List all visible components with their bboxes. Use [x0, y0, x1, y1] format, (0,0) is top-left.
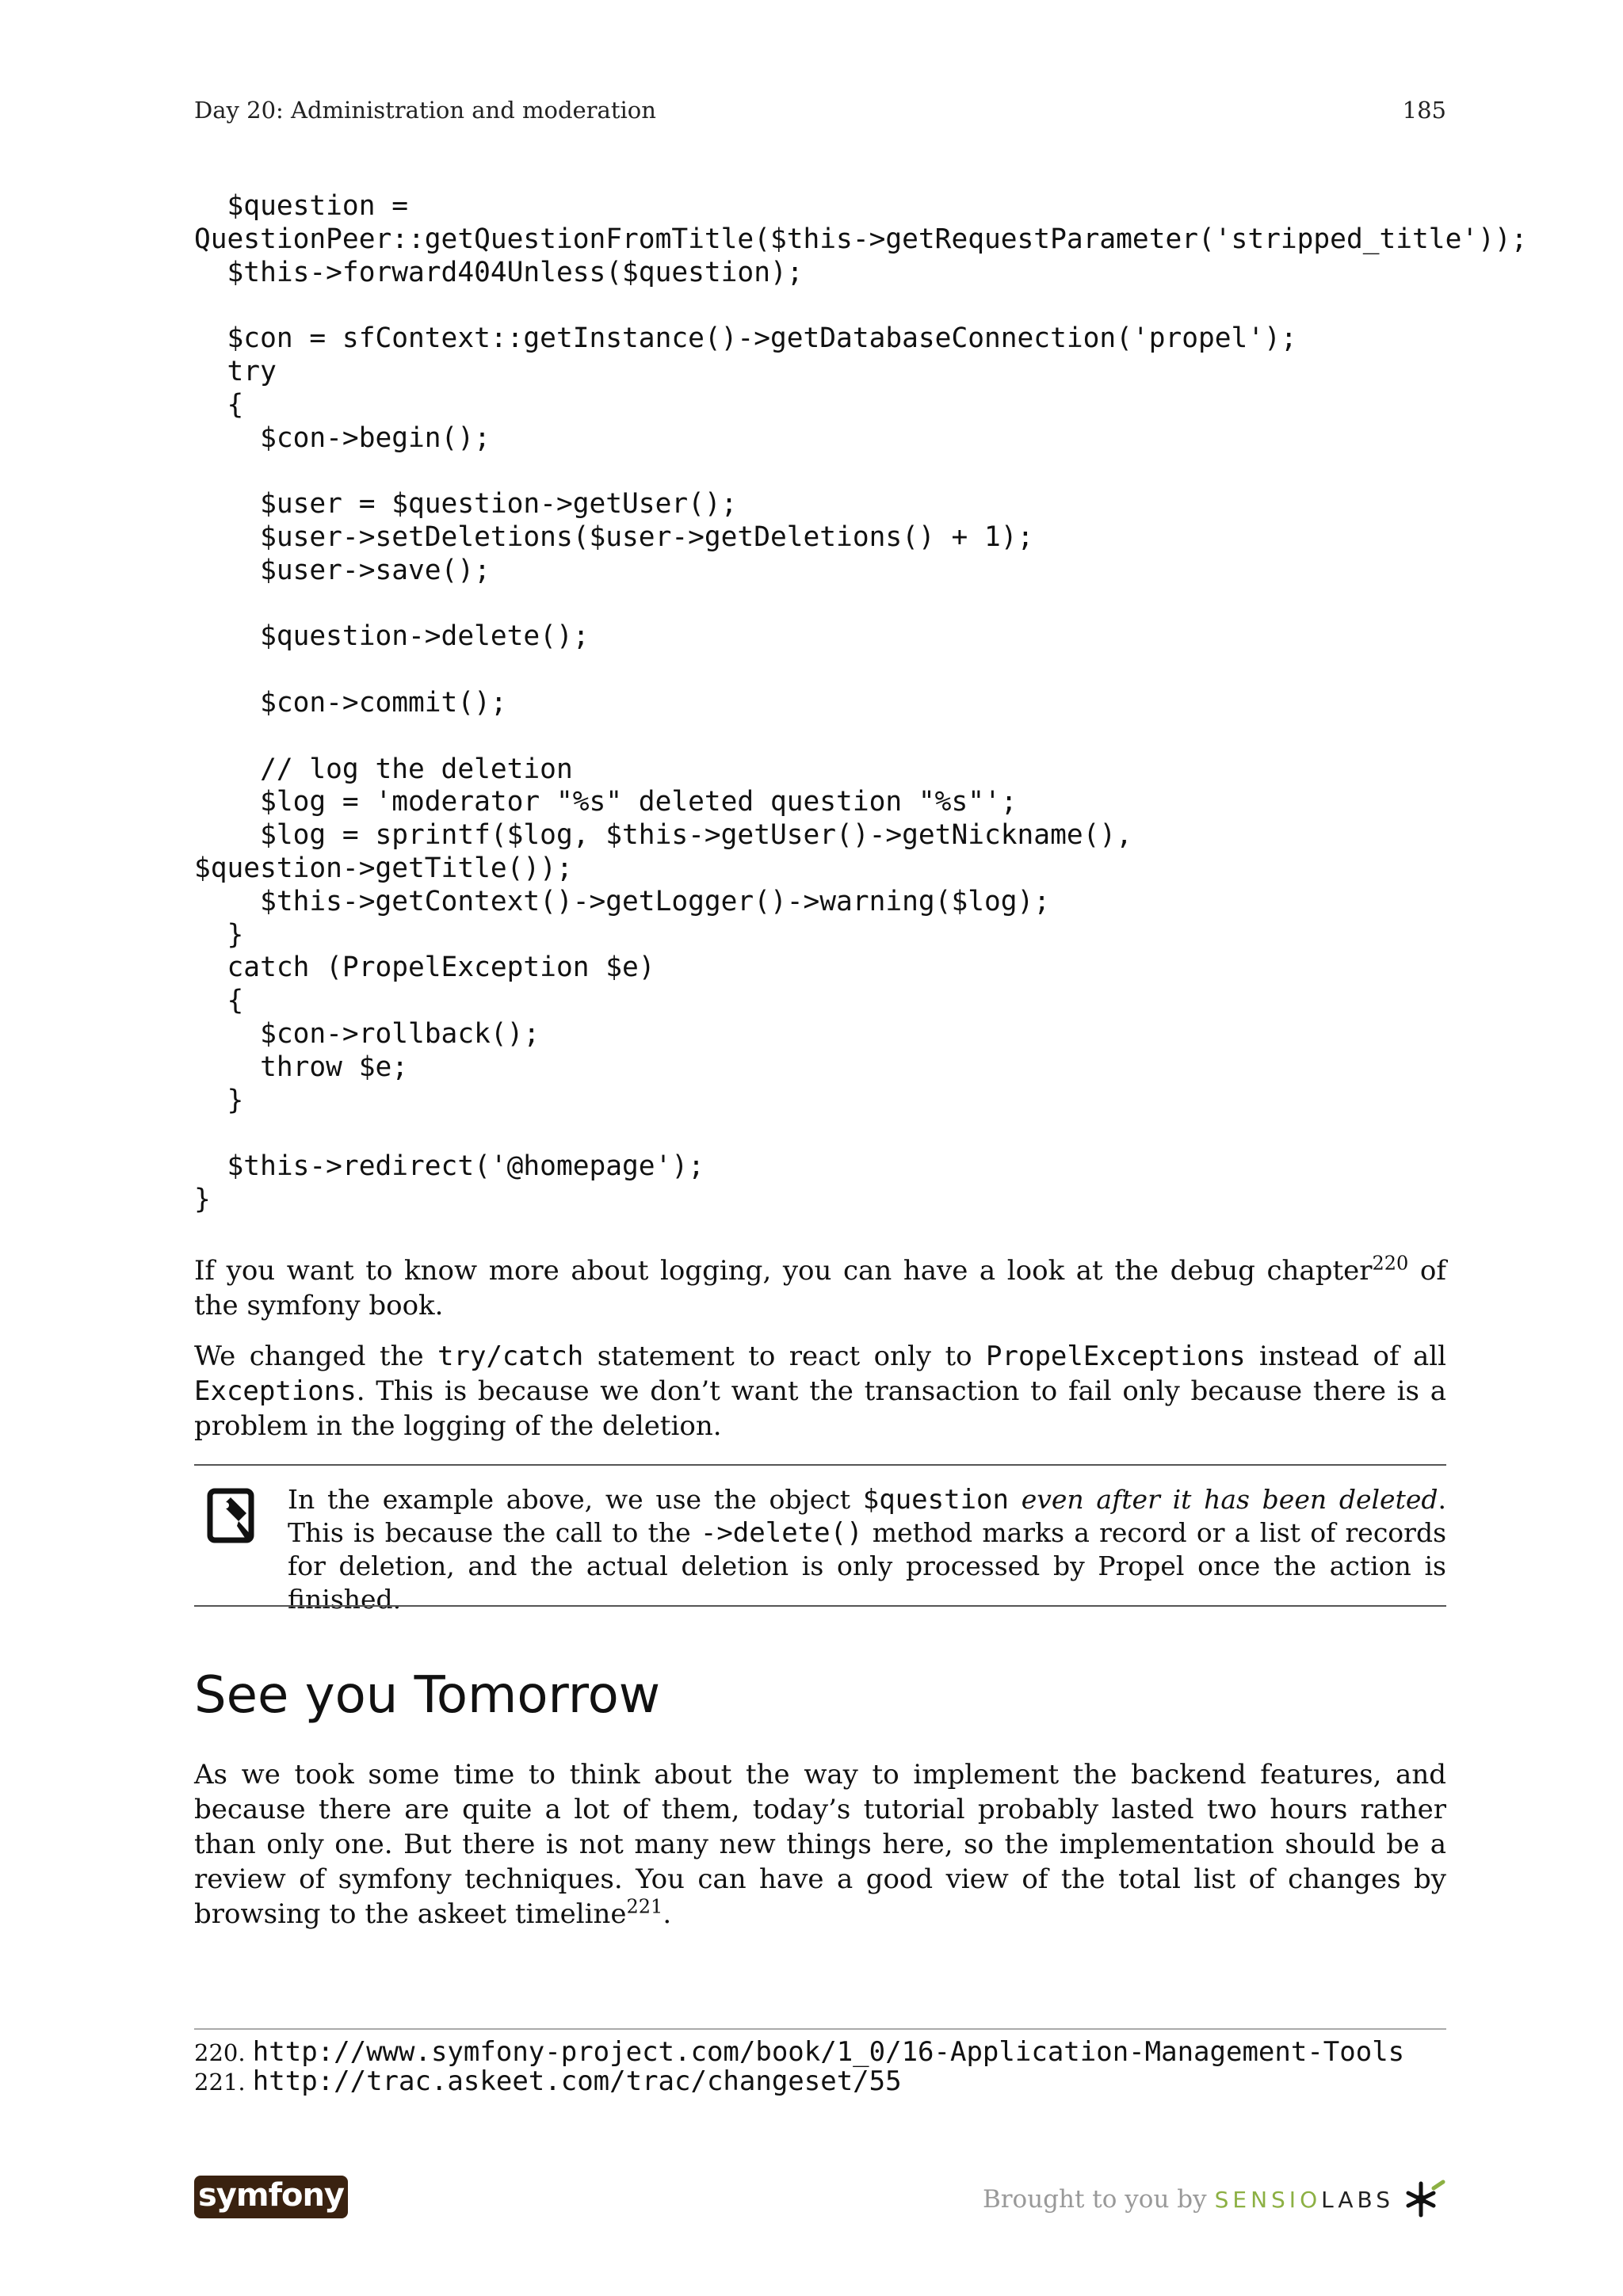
footnote-number: 221. — [194, 2069, 246, 2096]
page-footer — [194, 2172, 1446, 2220]
code-line: throw $e; — [194, 1051, 409, 1083]
sponsor-credit — [983, 2177, 1446, 2222]
note-bottom-rule — [194, 1605, 1446, 1607]
note-text-part — [1009, 1484, 1022, 1515]
sensiolabs-star-icon — [1402, 2177, 1446, 2222]
code-line: try — [194, 355, 277, 387]
code-line: $log = sprintf($log, $this->getUser()->getNickname(), — [194, 819, 1132, 852]
section-heading: See you Tomorrow — [194, 1666, 661, 1725]
code-line: } — [194, 918, 244, 951]
code-line: } — [194, 1084, 244, 1116]
paragraph-trycatch — [194, 1339, 1446, 1444]
code-line: $question = — [194, 190, 409, 222]
symfony-logo: symfony — [194, 2176, 348, 2218]
paragraph-text: of the symfony book. — [194, 1255, 1446, 1322]
note-top-rule — [194, 1464, 1446, 1466]
code-line: // log the deletion — [194, 753, 573, 785]
sensio-wordmark: SENSIO — [1214, 2186, 1322, 2213]
note-text — [288, 1483, 1446, 1616]
inline-code: $question — [862, 1484, 1009, 1516]
paragraph-logging — [194, 1253, 1446, 1323]
paragraph-text: . This is because we don’t want the transaction to fail only because there is a problem in the logging of the deletion. — [194, 1375, 1446, 1442]
footnote-ref-220[interactable]: 220 — [1372, 1252, 1409, 1275]
code-line: $con->rollback(); — [194, 1017, 540, 1050]
footnote-link[interactable]: http://trac.askeet.com/trac/changeset/55 — [252, 2065, 902, 2097]
code-line: } — [194, 1183, 211, 1215]
paragraph-tomorrow — [194, 1757, 1446, 1932]
footnote-221 — [194, 2067, 1446, 2096]
paragraph-text: As we took some time to think about the way to implement the backend features, and because there are quite a lot of them, today’s tutorial probably lasted two hours rather than only one. But there is not many new things here, so the implementation should be a review of symfony techniques. You can have a good view of the total list of changes by browsing to the askeet timeline — [194, 1759, 1446, 1930]
inline-code: Exceptions — [194, 1375, 357, 1407]
code-line: $this->forward404Unless($question); — [194, 256, 804, 288]
code-line: $question->getTitle()); — [194, 852, 573, 884]
code-line: QuestionPeer::getQuestionFromTitle($this->getRequestParameter('stripped_title')); — [194, 223, 1528, 255]
code-block — [194, 190, 1527, 1217]
code-line: { — [194, 388, 244, 421]
inline-code: PropelExceptions — [986, 1341, 1246, 1372]
paragraph-text: statement to react only to — [583, 1341, 987, 1372]
code-line: $con->commit(); — [194, 686, 507, 719]
emphasis: even after it has been deleted — [1021, 1484, 1438, 1515]
running-header — [194, 97, 1446, 124]
note-text-part: In the example above, we use the object — [288, 1484, 863, 1515]
code-line: $con = sfContext::getInstance()->getDatabaseConnection('propel'); — [194, 322, 1297, 355]
inline-code: try/catch — [437, 1341, 584, 1372]
footnote-link[interactable]: http://www.symfony-project.com/book/1_0/16-Application-Management-Tools — [252, 2036, 1405, 2068]
code-line: $user->save(); — [194, 554, 491, 586]
labs-wordmark: LABS — [1321, 2186, 1394, 2213]
page-number: 185 — [1402, 97, 1446, 124]
code-line: { — [194, 985, 244, 1017]
paragraph-text: instead of all — [1245, 1341, 1446, 1372]
chapter-title: Day 20: Administration and moderation — [194, 97, 656, 124]
code-line: $question->delete(); — [194, 620, 590, 653]
paragraph-text: We changed the — [194, 1341, 438, 1372]
note-text-part: . This is because the call to the — [288, 1484, 1446, 1548]
footnote-rule — [194, 2028, 1446, 2030]
footnote-number: 220. — [194, 2039, 246, 2066]
paragraph-text: . — [663, 1898, 672, 1930]
footnote-220 — [194, 2038, 1446, 2067]
note-text-part: method marks a record or a list of records for deletion, and the actual deletion is only processed by Propel once the action is finished. — [288, 1517, 1447, 1615]
paragraph-text: If you want to know more about logging, you can have a look at the debug chapter — [194, 1255, 1373, 1287]
code-line: catch (PropelException $e) — [194, 952, 655, 984]
brought-by-text: Brought to you by — [982, 2185, 1207, 2214]
code-line: $user->setDeletions($user->getDeletions() + 1); — [194, 521, 1034, 553]
document-page — [194, 0, 1528, 2296]
footnote-ref-221[interactable]: 221 — [626, 1895, 663, 1918]
note-pencil-icon — [207, 1488, 258, 1545]
inline-code: ->delete() — [700, 1517, 863, 1549]
footnotes — [194, 2038, 1446, 2096]
code-line: $user = $question->getUser(); — [194, 488, 738, 521]
code-line: $this->getContext()->getLogger()->warning($log); — [194, 885, 1051, 917]
code-line: $con->begin(); — [194, 421, 491, 454]
code-line: $log = 'moderator "%s" deleted question "%s"'; — [194, 786, 1018, 818]
code-line: $this->redirect('@homepage'); — [194, 1150, 705, 1183]
